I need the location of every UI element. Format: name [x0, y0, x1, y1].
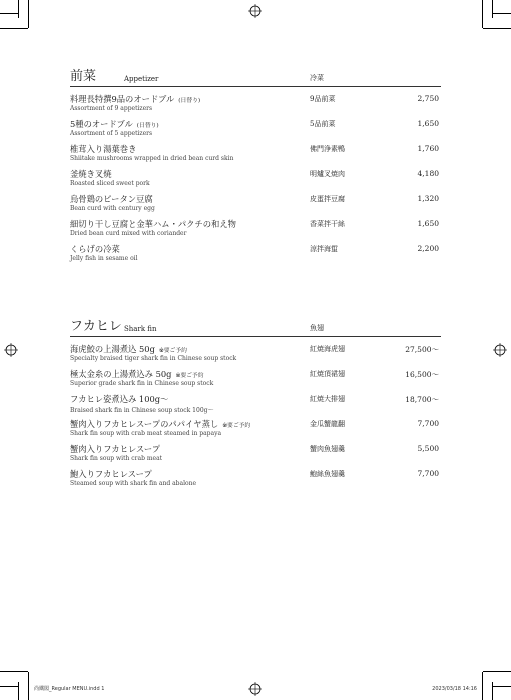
item-name: 釜焼き叉焼 [70, 169, 112, 179]
item-english: Shiitake mushrooms wrapped in dried bean curd skin [70, 155, 234, 162]
item-price: 1,760 [417, 144, 439, 153]
item-chinese: 紅焼頂裙翅 [310, 370, 345, 378]
item-price: 2,750 [417, 94, 439, 103]
section-title: フカヒレ [70, 319, 122, 334]
item-price: 1,320 [417, 194, 439, 203]
menu-item [70, 366, 441, 391]
item-chinese: 蟹肉魚翅羹 [310, 445, 345, 453]
footer-file-info: 尚鐵閣_Regular MENU.indd 1 [34, 686, 105, 692]
menu-item [70, 441, 441, 466]
item-price: 18,700〜 [405, 395, 439, 404]
item-price: 4,180 [417, 169, 439, 178]
item-english: Braised shark fin in Chinese soup stock 100g〜 [70, 407, 214, 414]
sharkfin-section [70, 318, 441, 491]
item-chinese: 5品前菜 [310, 120, 336, 128]
item-chinese: 9品前菜 [310, 95, 336, 103]
item-note: (日替り) [178, 98, 201, 104]
section-divider [70, 336, 441, 337]
item-price: 27,500〜 [405, 345, 439, 354]
item-chinese: 皮蛋拌豆腐 [310, 195, 345, 203]
item-name: 料理長特撰9品のオードブル [70, 94, 175, 104]
item-chinese: 紅焼海虎翅 [310, 345, 345, 353]
registration-mark-top [248, 4, 262, 18]
item-name: 海虎鮫の上湯煮込 50g [70, 344, 155, 354]
item-chinese: 紅焼大排翅 [310, 395, 345, 403]
item-english: Superior grade shark fin in Chinese soup stock [70, 380, 214, 387]
item-name: 烏骨鶏のピータン豆腐 [70, 194, 153, 204]
item-name: 鮑入りフカヒレスープ [70, 469, 152, 479]
section-header [70, 68, 441, 86]
menu-item [70, 241, 441, 266]
item-chinese: 涼拌海蜇 [310, 245, 338, 253]
section-chinese-heading: 魚翅 [310, 324, 324, 332]
item-chinese: 香菜拌干絲 [310, 220, 345, 228]
item-english: Specialty braised tiger shark fin in Chinese soup stock [70, 355, 237, 362]
item-english: Shark fin soup with crab meat [70, 455, 163, 462]
item-price: 2,200 [417, 244, 439, 253]
menu-item [70, 191, 441, 216]
section-header [70, 318, 441, 336]
item-name: フカヒレ姿煮込み 100g〜 [70, 394, 169, 404]
item-name: 5種のオードブル [70, 119, 133, 129]
item-note: (日替り) [136, 123, 159, 129]
menu-item [70, 91, 441, 116]
item-english: Steamed soup with shark fin and abalone [70, 480, 197, 487]
item-price: 16,500〜 [405, 370, 439, 379]
menu-item [70, 216, 441, 241]
menu-item [70, 416, 441, 441]
section-chinese-heading: 冷菜 [310, 74, 324, 82]
item-note: ※要ご予約 [175, 373, 204, 379]
section-divider [70, 86, 441, 87]
item-name: 蟹肉入りフカヒレスープ [70, 444, 161, 454]
item-note: ※要ご予約 [158, 348, 187, 354]
registration-mark-bottom [248, 682, 262, 696]
item-name: 極太金糸の上湯煮込み 50g [70, 369, 172, 379]
item-english: Bean curd with century egg [70, 205, 155, 212]
item-note: ※要ご予約 [222, 423, 251, 429]
menu-item [70, 391, 441, 416]
item-price: 5,500 [417, 444, 439, 453]
footer-timestamp: 2023/03/18 14:16 [432, 686, 477, 692]
menu-item [70, 466, 441, 491]
item-price: 7,700 [417, 469, 439, 478]
item-chinese: 佛門浄素鴨 [310, 145, 345, 153]
menu-item [70, 341, 441, 366]
menu-item [70, 116, 441, 141]
item-price: 7,700 [417, 419, 439, 428]
item-english: Dried bean curd mixed with coriander [70, 230, 187, 237]
item-english: Assortment of 9 appetizers [70, 105, 153, 112]
menu-item [70, 141, 441, 166]
item-english: Assortment of 5 appetizers [70, 130, 153, 137]
item-name: 椎茸入り湯葉巻き [70, 144, 137, 154]
item-english: Shark fin soup with crab meat steamed in papaya [70, 430, 222, 437]
item-english: Jelly fish in sesame oil [70, 255, 138, 262]
section-subtitle: Shark fin [124, 325, 157, 333]
item-name: 蟹肉入りフカヒレスープのパパイヤ蒸し [70, 419, 219, 429]
item-price: 1,650 [417, 219, 439, 228]
item-chinese: 鮑絲魚翅羹 [310, 470, 345, 478]
registration-mark-right [493, 343, 507, 357]
item-price: 1,650 [417, 119, 439, 128]
item-chinese: 金瓜蟹龍翻 [310, 420, 345, 428]
section-title: 前菜 [70, 69, 97, 84]
registration-mark-left [4, 343, 18, 357]
section-subtitle: Appetizer [124, 75, 159, 83]
appetizer-section [70, 68, 441, 266]
item-english: Roasted sliced sweet pork [70, 180, 150, 187]
menu-item [70, 166, 441, 191]
item-chinese: 明爐叉焼肉 [310, 170, 345, 178]
item-name: くらげの冷菜 [70, 244, 120, 254]
item-name: 細切り干し豆腐と金華ハム・パクチの和え物 [70, 219, 236, 229]
